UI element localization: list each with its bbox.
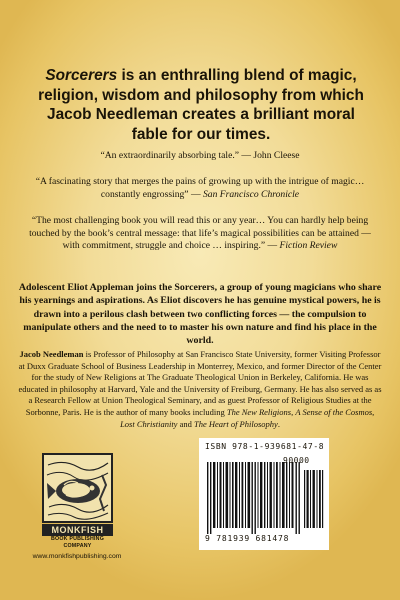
author-name: Jacob Needleman (19, 349, 84, 359)
quote-source: Fiction Review (279, 240, 338, 252)
publisher-name: MONKFISH (42, 524, 113, 536)
quote-text: “An extraordinarily absorbing tale.” — John Cleese (100, 150, 300, 161)
review-quote-2 (22, 176, 378, 201)
book-title: A Sense of the Cosmos (295, 406, 373, 417)
review-quote-3 (22, 215, 378, 253)
headline-blurb (34, 66, 368, 144)
publisher-website: www.monkfishpublishing.com (32, 553, 122, 560)
bio-end: . (277, 418, 280, 429)
bio-separator: , (372, 406, 375, 417)
quote-text: “A fascinating story that merges the pains of growing up with the intrigue of magic…constantly engrossing” — (35, 176, 365, 200)
quote-text: “The most challenging book you will read this or any year… You can hardly help being touched by the book’s central message: that life’s magical possibilities can be attained — with commitment, struggle and choice … inspiring.” — (29, 215, 371, 252)
isbn-barcode (199, 438, 329, 550)
isbn-text: ISBN 978-1-939681-47-8 (205, 442, 325, 451)
book-title: The Heart of Philosophy (193, 418, 278, 429)
book-description: Adolescent Eliot Appleman joins the Sorcerers, a group of young magicians who share his yearnings and aspirations. As Eliot discovers he has genuine mystical powers, he is drawn into a perilous clash between two conflicting forces — the compulsion to manipulate others and the need to to master his own nature and find his place in the world. (18, 282, 382, 347)
blurb-title: Sorcerers (45, 67, 118, 84)
author-bio (18, 349, 382, 430)
quote-source: San Francisco Chronicle (202, 188, 300, 200)
book-title: The New Religions (226, 406, 292, 417)
price-code: 90000 (283, 456, 310, 465)
bio-separator: , (291, 406, 296, 417)
bio-text: is Professor of Philosophy at San Francisco State University, former Visiting Professor at Duxx Graduate School of Business Leadership in Monterrey, Mexico, and former Director of the Center for the study of New Religions at The Graduate Theological Union in Berkeley, California. He was educated in philosophy at Harvard, Yale and the University of Freiburg, Germany. He has also served as as a Research Fellow at Union Theological Seminary, and as guest Professor of Religious Studies at the Sorbonne, Paris. He is the author of many books including (18, 349, 382, 417)
publisher-subtitle: BOOK PUBLISHING COMPANY (50, 536, 105, 549)
blurb-text: is an enthralling blend of magic, religion, wisdom and philosophy from which Jacob Needleman creates a brilliant moral fable for our times. (38, 67, 364, 143)
monkfish-emblem-icon (42, 453, 113, 523)
barcode-number: 9 781939 681478 (205, 534, 290, 543)
book-title: Lost Christianity (120, 418, 178, 429)
publisher-logo (42, 453, 113, 547)
review-quote-1 (22, 150, 378, 163)
bio-separator: and (177, 418, 194, 429)
